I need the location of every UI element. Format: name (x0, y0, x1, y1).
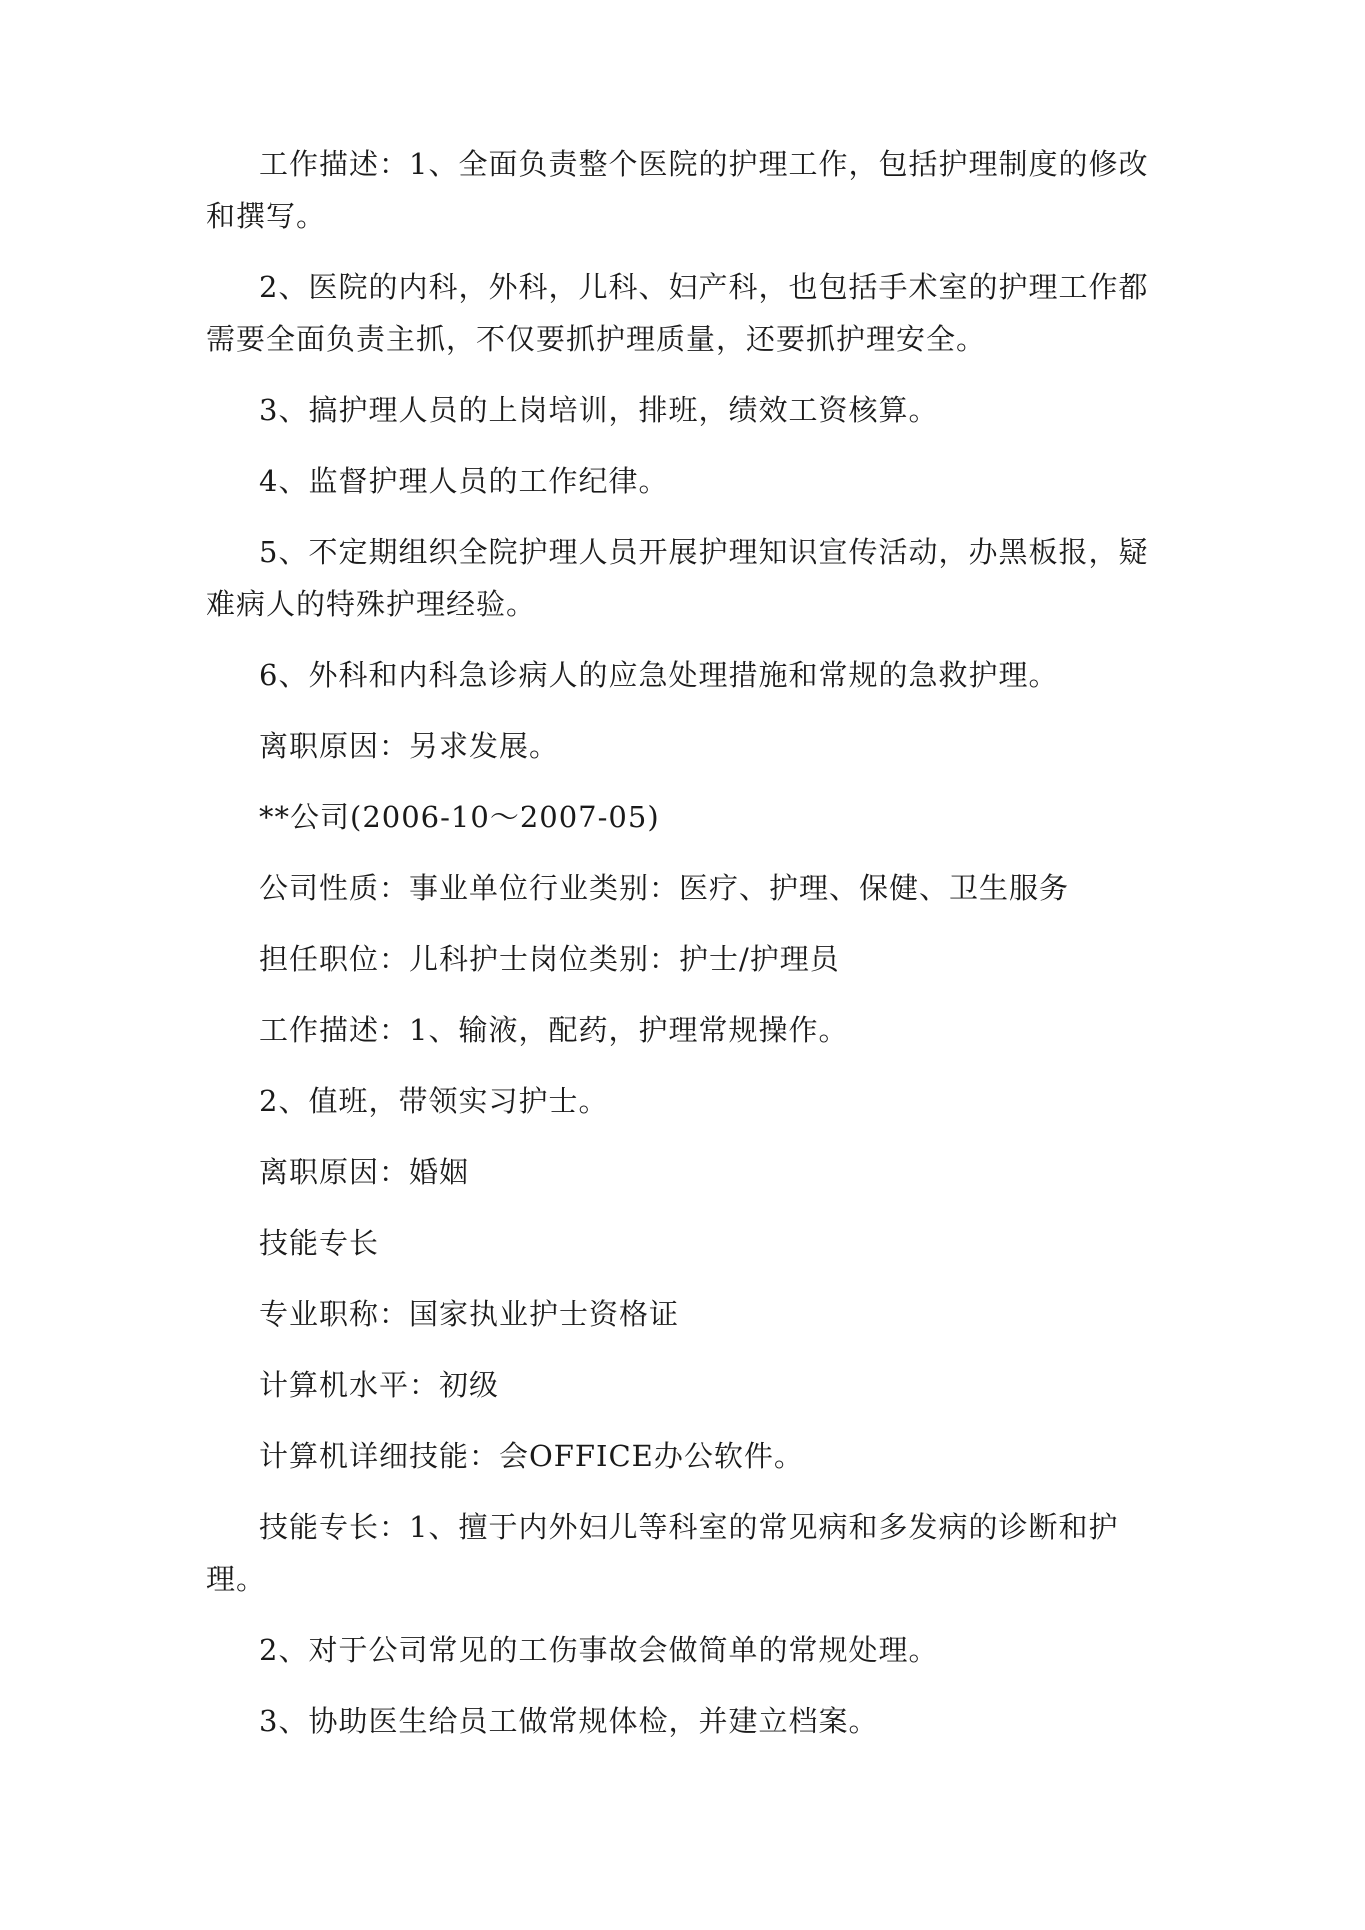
paragraph-computer-level: 计算机水平：初级 (259, 1368, 500, 1402)
paragraph-professional-title: 专业职称：国家执业护士资格证 (259, 1297, 680, 1331)
paragraph-job-description-1: 工作描述：1、全面负责整个医院的护理工作，包括护理制度的修改和撰写。 (206, 147, 1149, 233)
paragraph-company-nature: 公司性质：事业单位行业类别：医疗、护理、保健、卫生服务 (259, 871, 1070, 905)
paragraph-job-description-2: 2、医院的内科，外科，儿科、妇产科，也包括手术室的护理工作都需要全面负责主抓，不仅要抓护理质量，还要抓护理安全。 (206, 270, 1149, 356)
section-heading-skills: 技能专长 (259, 1226, 380, 1260)
paragraph-job-description-5: 5、不定期组织全院护理人员开展护理知识宣传活动，办黑板报，疑难病人的特殊护理经验。 (206, 535, 1149, 621)
paragraph-company-period: **公司(2006-10～2007-05) (259, 800, 660, 834)
paragraph-skill-2: 2、对于公司常见的工伤事故会做简单的常规处理。 (259, 1633, 939, 1667)
paragraph-skill-3: 3、协助医生给员工做常规体检，并建立档案。 (259, 1704, 879, 1738)
paragraph-job-description-b1: 工作描述：1、输液，配药，护理常规操作。 (259, 1013, 849, 1047)
paragraph-position: 担任职位：儿科护士岗位类别：护士/护理员 (259, 942, 840, 976)
paragraph-leave-reason-1: 离职原因：另求发展。 (259, 729, 560, 763)
paragraph-job-description-b2: 2、值班，带领实习护士。 (259, 1084, 609, 1118)
paragraph-computer-skills: 计算机详细技能：会OFFICE办公软件。 (259, 1439, 804, 1473)
paragraph-job-description-4: 4、监督护理人员的工作纪律。 (259, 464, 669, 498)
paragraph-skill-1: 技能专长：1、擅于内外妇儿等科室的常见病和多发病的诊断和护理。 (206, 1510, 1119, 1596)
paragraph-leave-reason-2: 离职原因：婚姻 (259, 1155, 470, 1189)
document-body (206, 138, 1166, 1766)
paragraph-job-description-3: 3、搞护理人员的上岗培训，排班，绩效工资核算。 (259, 393, 939, 427)
paragraph-job-description-6: 6、外科和内科急诊病人的应急处理措施和常规的急救护理。 (259, 658, 1059, 692)
